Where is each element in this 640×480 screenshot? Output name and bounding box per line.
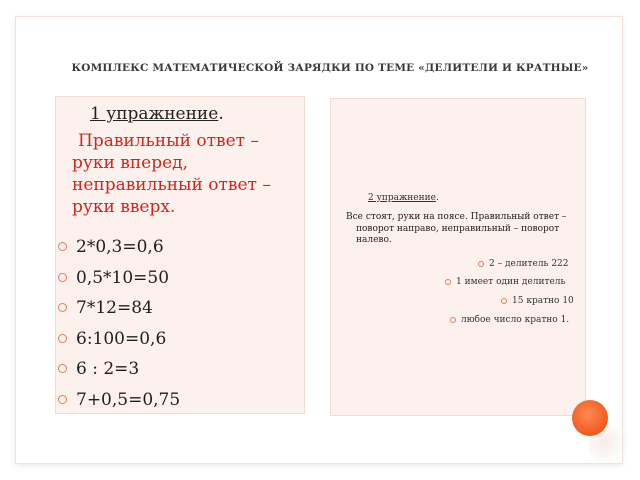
- exercise1-heading: [90, 104, 224, 124]
- list-item: любое число кратно 1.: [461, 315, 569, 325]
- bullet-circle-icon: [58, 395, 67, 404]
- list-item: 6:100=0,6: [58, 328, 180, 359]
- slide-title: КОМПЛЕКС МАТЕМАТИЧЕСКОЙ ЗАРЯДКИ ПО ТЕМЕ «ДЕЛИТЕЛИ И КРАТНЫЕ»: [71, 62, 589, 74]
- exercise2-heading-period: .: [435, 193, 439, 203]
- exercise1-list: [58, 236, 180, 419]
- decorative-orange-circle: [572, 400, 608, 436]
- list-item: 1 имеет один делитель: [456, 277, 565, 287]
- exercise2-heading: [368, 193, 439, 203]
- list-item: 7+0,5=0,75: [58, 389, 180, 420]
- list-item: 2 – делитель 222: [489, 259, 569, 269]
- exercise2-heading-text: 2 упражнение: [368, 193, 436, 203]
- bullet-circle-icon: [58, 303, 67, 312]
- list-item: 0,5*10=50: [58, 267, 180, 298]
- exercise1-heading-period: .: [218, 104, 224, 124]
- list-item: 7*12=84: [58, 297, 180, 328]
- bullet-circle-icon: [58, 273, 67, 282]
- exercise2-rule: Все стоят, руки на поясе. Правильный ответ – поворот направо, неправильный – поворот налево.: [346, 212, 567, 245]
- list-item: 6 : 2=3: [58, 358, 180, 389]
- list-item: 15 кратно 10: [512, 296, 574, 306]
- bullet-circle-icon: [450, 317, 456, 323]
- bullet-circle-icon: [58, 242, 67, 251]
- bullet-circle-icon: [501, 298, 507, 304]
- exercise1-heading-text: 1 упражнение: [90, 104, 219, 124]
- bullet-circle-icon: [58, 364, 67, 373]
- exercise1-rule: Правильный ответ – руки вперед, неправильный ответ – руки вверх.: [72, 131, 271, 217]
- bullet-circle-icon: [58, 334, 67, 343]
- list-item: 2*0,3=0,6: [58, 236, 180, 267]
- bullet-circle-icon: [478, 261, 484, 267]
- bullet-circle-icon: [445, 279, 451, 285]
- exercise2-panel: [330, 98, 586, 416]
